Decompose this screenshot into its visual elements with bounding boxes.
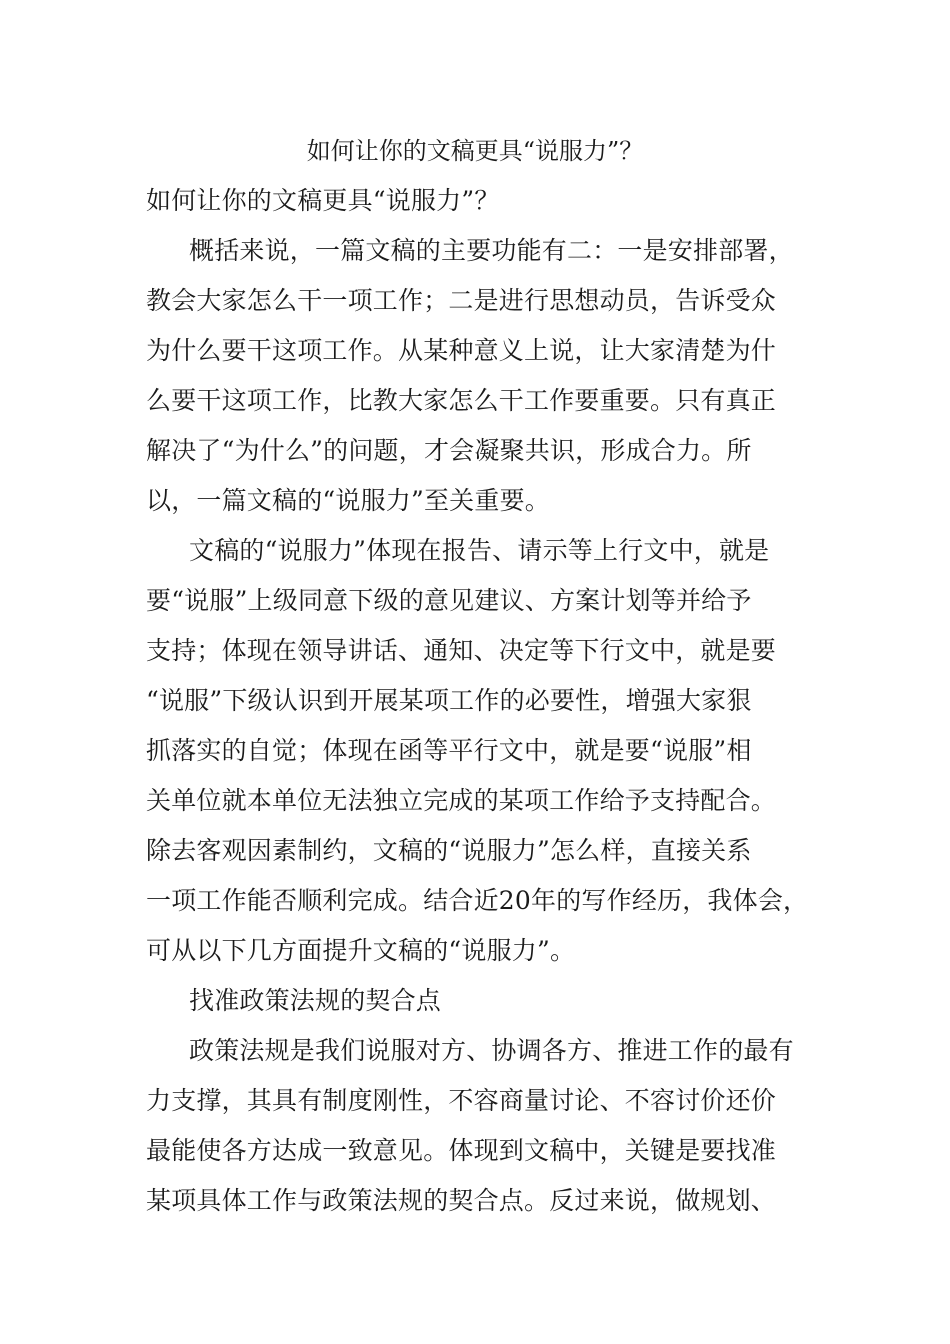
text-line: 抓落实的自觉；体现在函等平行文中，就是要“说服”相 [146,736,752,765]
text-line: 要“说服”上级同意下级的意见建议、方案计划等并给予 [146,586,752,615]
text-line: 关单位就本单位无法独立完成的某项工作给予支持配合。 [146,786,777,815]
text-line: 文稿的“说服力”体现在报告、请示等上行文中，就是 [189,536,770,565]
text-line: 可从以下几方面提升文稿的“说服力”。 [146,936,576,965]
text-line: 除去客观因素制约，文稿的“说服力”怎么样，直接关系 [146,836,752,865]
text-line: 如何让你的文稿更具“说服力”？ [146,186,500,215]
text-line: “说服”下级认识到开展某项工作的必要性，增强大家狠 [146,686,752,715]
section-heading: 找准政策法规的契合点 [189,986,442,1015]
text-line: 么要干这项工作，比教大家怎么干工作要重要。只有真正 [146,386,777,415]
text-line: 支持；体现在领导讲话、通知、决定等下行文中，就是要 [146,636,777,665]
text-line: 最能使各方达成一致意见。体现到文稿中，关键是要找准 [146,1136,777,1165]
text-line: 概括来说，一篇文稿的主要功能有二：一是安排部署， [189,236,794,265]
text-line: 一项工作能否顺利完成。结合近20年的写作经历，我体会， [146,886,809,915]
text-line: 解决了“为什么”的问题，才会凝聚共识，形成合力。所 [146,436,752,465]
text-line: 某项具体工作与政策法规的契合点。反过来说，做规划、 [146,1186,777,1215]
document-body [146,181,822,1231]
text-line: 以，一篇文稿的“说服力”至关重要。 [146,486,550,515]
document-title: 如何让你的文稿更具“说服力”？ [306,137,644,165]
text-line: 教会大家怎么干一项工作；二是进行思想动员，告诉受众 [146,286,777,315]
text-line: 为什么要干这项工作。从某种意义上说，让大家清楚为什 [146,336,777,365]
text-line: 政策法规是我们说服对方、协调各方、推进工作的最有 [189,1036,794,1065]
text-line: 力支撑，其具有制度刚性，不容商量讨论、不容讨价还价 [146,1086,777,1115]
